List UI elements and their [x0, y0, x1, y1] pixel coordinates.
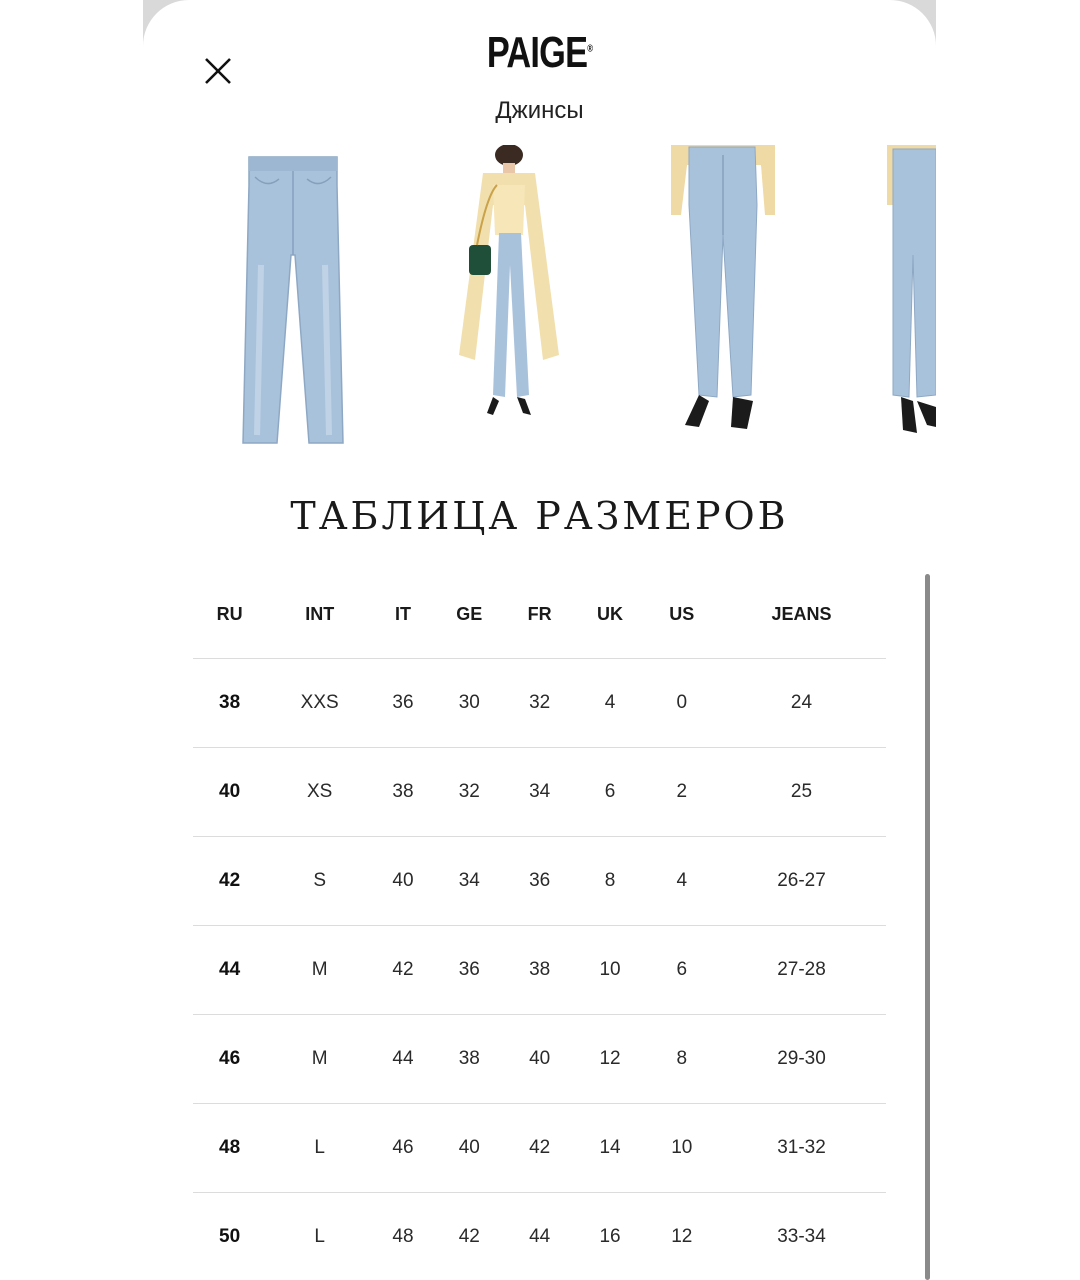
jeans-flat-photo[interactable] — [233, 145, 353, 450]
cell-jeans: 27-28 — [717, 926, 886, 1015]
model-coat-photo[interactable] — [443, 145, 573, 450]
cell-ru: 50 — [193, 1193, 266, 1280]
cell-jeans: 25 — [717, 748, 886, 837]
cell-uk: 16 — [573, 1193, 646, 1280]
cell-ru: 46 — [193, 1015, 266, 1104]
size-chart-sheet — [143, 0, 936, 1280]
cell-it: 36 — [373, 659, 432, 748]
table-row — [193, 1015, 886, 1104]
cell-fr: 36 — [506, 837, 574, 926]
cell-it: 46 — [373, 1104, 432, 1193]
cell-int: XXS — [266, 659, 373, 748]
cell-fr: 34 — [506, 748, 574, 837]
cell-jeans: 33-34 — [717, 1193, 886, 1280]
column-header-int: INT — [266, 570, 373, 659]
cell-ge: 32 — [433, 748, 506, 837]
cell-it: 40 — [373, 837, 432, 926]
column-header-ge: GE — [433, 570, 506, 659]
cell-uk: 4 — [573, 659, 646, 748]
product-category: Джинсы — [495, 97, 584, 124]
cell-jeans: 24 — [717, 659, 886, 748]
cell-uk: 8 — [573, 837, 646, 926]
cell-int: S — [266, 837, 373, 926]
cell-ru: 42 — [193, 837, 266, 926]
cell-fr: 44 — [506, 1193, 574, 1280]
column-header-uk: UK — [573, 570, 646, 659]
cell-us: 12 — [647, 1193, 717, 1280]
cell-fr: 40 — [506, 1015, 574, 1104]
cell-jeans: 26-27 — [717, 837, 886, 926]
cell-us: 10 — [647, 1104, 717, 1193]
cell-int: M — [266, 1015, 373, 1104]
cell-us: 2 — [647, 748, 717, 837]
cell-it: 42 — [373, 926, 432, 1015]
brand-logo: PAIGE® — [486, 28, 593, 77]
cell-ge: 40 — [433, 1104, 506, 1193]
cell-int: L — [266, 1104, 373, 1193]
column-header-jeans: JEANS — [717, 570, 886, 659]
cell-uk: 12 — [573, 1015, 646, 1104]
model-front-photo[interactable] — [663, 145, 783, 450]
table-row — [193, 748, 886, 837]
cell-uk: 6 — [573, 748, 646, 837]
column-header-fr: FR — [506, 570, 574, 659]
table-row — [193, 837, 886, 926]
cell-ge: 38 — [433, 1015, 506, 1104]
cell-fr: 42 — [506, 1104, 574, 1193]
cell-it: 38 — [373, 748, 432, 837]
cell-us: 4 — [647, 837, 717, 926]
cell-uk: 10 — [573, 926, 646, 1015]
cell-ge: 42 — [433, 1193, 506, 1280]
column-header-it: IT — [373, 570, 432, 659]
cell-fr: 32 — [506, 659, 574, 748]
table-row — [193, 1193, 886, 1280]
size-table — [193, 570, 886, 1280]
cell-int: L — [266, 1193, 373, 1280]
cell-ru: 40 — [193, 748, 266, 837]
product-gallery — [143, 145, 936, 450]
table-row — [193, 1104, 886, 1193]
table-row — [193, 659, 886, 748]
column-header-ru: RU — [193, 570, 266, 659]
cell-jeans: 29-30 — [717, 1015, 886, 1104]
cell-us: 0 — [647, 659, 717, 748]
cell-it: 44 — [373, 1015, 432, 1104]
brand-name: PAIGE — [486, 28, 588, 77]
cell-ge: 34 — [433, 837, 506, 926]
cell-ru: 38 — [193, 659, 266, 748]
size-table-header-row — [193, 570, 886, 659]
cell-jeans: 31-32 — [717, 1104, 886, 1193]
cell-ru: 48 — [193, 1104, 266, 1193]
scrollbar[interactable] — [925, 574, 930, 1280]
cell-ge: 36 — [433, 926, 506, 1015]
cell-uk: 14 — [573, 1104, 646, 1193]
cell-int: M — [266, 926, 373, 1015]
cell-ru: 44 — [193, 926, 266, 1015]
model-back-photo[interactable] — [887, 145, 936, 450]
cell-it: 48 — [373, 1193, 432, 1280]
cell-fr: 38 — [506, 926, 574, 1015]
cell-us: 8 — [647, 1015, 717, 1104]
cell-us: 6 — [647, 926, 717, 1015]
size-table-title: ТАБЛИЦА РАЗМЕРОВ — [290, 494, 789, 538]
cell-ge: 30 — [433, 659, 506, 748]
table-row — [193, 926, 886, 1015]
column-header-us: US — [647, 570, 717, 659]
cell-int: XS — [266, 748, 373, 837]
